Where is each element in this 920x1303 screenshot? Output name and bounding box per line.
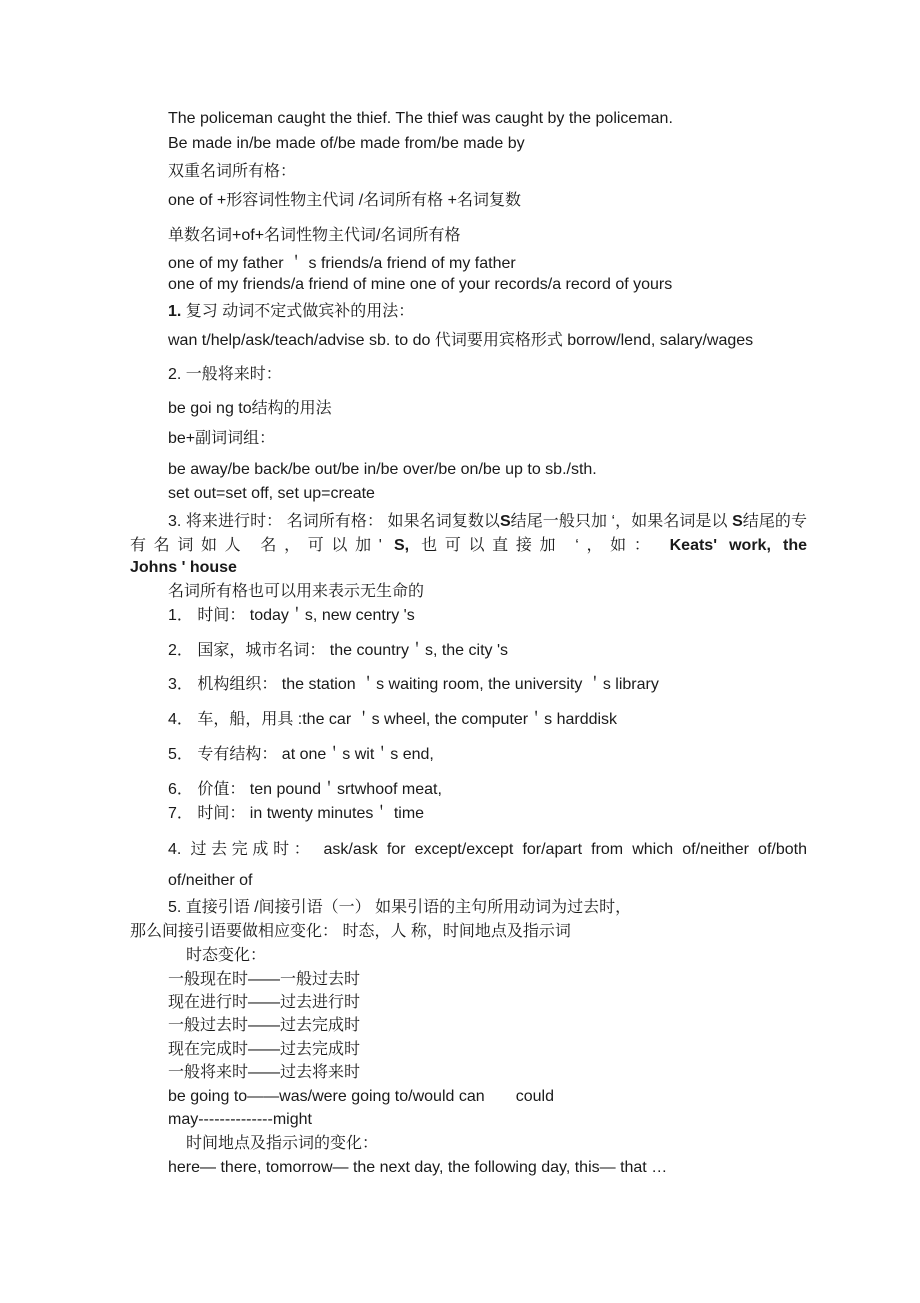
section-heading: 时间地点及指示词的变化： bbox=[186, 1135, 379, 1152]
text-line: be goi ng to结构的用法 bbox=[168, 400, 332, 417]
section-heading: 时态变化： bbox=[186, 947, 267, 964]
list-item-heading: 5. 直接引语 /间接引语（一） 如果引语的主句所用动词为过去时， bbox=[168, 899, 632, 916]
text-line: wan t/help/ask/teach/advise sb. to do 代词要用宾格形式 borrow/lend, salary/wages bbox=[168, 332, 754, 349]
numbered-item: 6． 价值： ten pound＇srtwhoof meat, bbox=[168, 781, 442, 798]
text-line: The policeman caught the thief. The thief was caught by the policeman. bbox=[168, 110, 673, 127]
list-item-text: 复习 动词不定式做宾补的用法： bbox=[181, 303, 415, 320]
list-number: 1. bbox=[168, 303, 182, 320]
paragraph-text: 3. 将来进行时： 名词所有格： 如果名词复数以 bbox=[168, 513, 500, 530]
text-line: be+副词词组： bbox=[168, 430, 276, 447]
numbered-item: 1． 时间： today＇s, new centry 's bbox=[168, 607, 415, 624]
paragraph-text: 也可以直接加 ‘，如： bbox=[409, 537, 670, 554]
text-line: 那么间接引语要做相应变化： 时态，人 称，时间地点及指示词 bbox=[130, 923, 571, 940]
section-heading: 双重名词所有格： bbox=[168, 163, 297, 180]
text-line: one of +形容词性物主代词 /名词所有格 +名词复数 bbox=[168, 192, 521, 209]
numbered-item: 4． 车，船，用具 :the car ＇s wheel, the computer＇s harddisk bbox=[168, 711, 618, 728]
text-line: Be made in/be made of/be made from/be made by bbox=[168, 135, 525, 152]
text-line: here— there, tomorrow— the next day, the following day, this— that … bbox=[168, 1159, 668, 1176]
tense-mapping: 现在完成时——过去完成时 bbox=[168, 1041, 361, 1058]
bold-letter: S, bbox=[393, 537, 410, 554]
bold-example: Johns ' house bbox=[130, 559, 237, 576]
list-item-heading: 2. 一般将来时： bbox=[168, 366, 282, 383]
tense-mapping: 一般将来时——过去将来时 bbox=[168, 1064, 361, 1081]
text-line: 单数名词+of+名词性物主代词/名词所有格 bbox=[168, 227, 461, 244]
list-item-heading: 4. 过去完成时： ask/ask for except/except for/apart from which of/neither of/both bbox=[168, 841, 807, 858]
text-line: one of my father ＇ s friends/a friend of my father bbox=[168, 255, 516, 272]
bold-example: Keats' work, the bbox=[669, 537, 808, 554]
text-line: be away/be back/be out/be in/be over/be on/be up to sb./sth. bbox=[168, 461, 597, 478]
text-line: set out=set off, set up=create bbox=[168, 485, 375, 502]
paragraph-text: 结尾一般只加 ‘，如果名词是以 bbox=[510, 513, 728, 530]
numbered-item: 3． 机构组织： the station ＇s waiting room, the university ＇s library bbox=[168, 676, 659, 693]
numbered-item: 5． 专有结构： at one＇s wit＇s end, bbox=[168, 746, 434, 763]
tense-mapping: 一般现在时——一般过去时 bbox=[168, 971, 361, 988]
numbered-item: 2． 国家，城市名词： the country＇s, the city 's bbox=[168, 642, 509, 659]
tense-mapping: be going to——was/were going to/would can could bbox=[168, 1088, 554, 1105]
text-line: one of my friends/a friend of mine one of your records/a record of yours bbox=[168, 276, 673, 293]
paragraph-text: 结尾的专有名词如人 名，可以加' bbox=[130, 513, 807, 554]
tense-mapping: 现在进行时——过去进行时 bbox=[168, 994, 361, 1011]
tense-mapping: may--------------might bbox=[168, 1111, 312, 1128]
text-line: of/neither of bbox=[168, 872, 253, 889]
bold-letter: S bbox=[499, 513, 511, 530]
text-line: 名词所有格也可以用来表示无生命的 bbox=[168, 583, 425, 600]
tense-mapping: 一般过去时——过去完成时 bbox=[168, 1017, 361, 1034]
paragraph-3 bbox=[130, 510, 807, 558]
list-item-heading bbox=[168, 302, 414, 322]
numbered-item: 7． 时间： in twenty minutes＇ time bbox=[168, 805, 425, 822]
bold-letter: S bbox=[732, 513, 743, 530]
